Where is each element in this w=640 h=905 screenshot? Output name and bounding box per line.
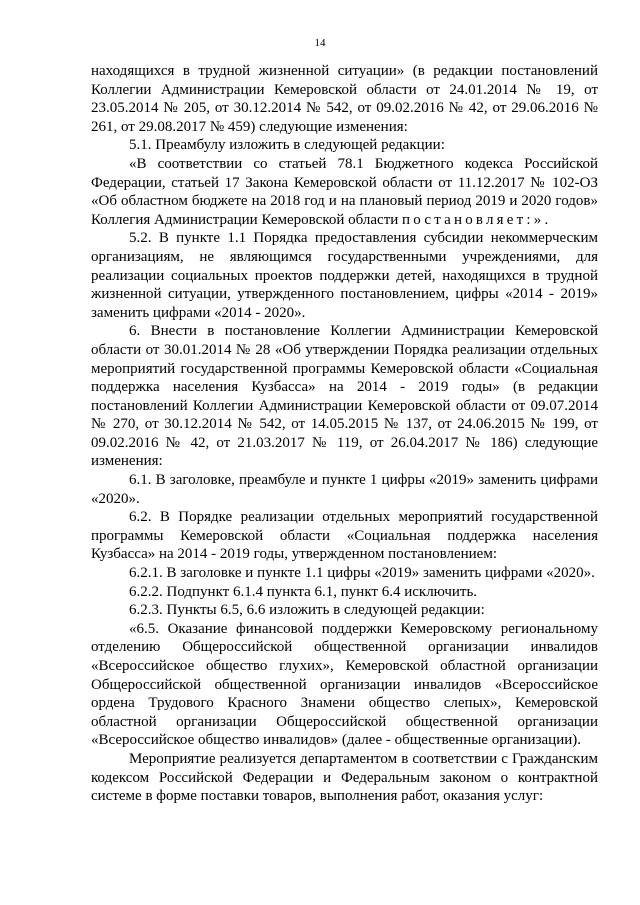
paragraph-6-2: 6.2. В Порядке реализации отдельных мероприятий государственной программы Кемеровской области «Социальная поддержка населения Кузбасса» на 2014 - 2019 годы, утвержденном постановлением:: [91, 509, 598, 563]
paragraph-6-2-1: 6.2.1. В заголовке и пункте 1.1 цифры «2019» заменить цифрами «2020».: [129, 565, 595, 582]
paragraph-5-1: 5.1. Преамбулу изложить в следующей редакции:: [129, 137, 445, 154]
preamble-resolves: постановляет:».: [402, 211, 552, 228]
paragraph-6-2-3: 6.2.3. Пункты 6.5, 6.6 изложить в следующей редакции:: [129, 602, 485, 619]
paragraph-6-1: 6.1. В заголовке, преамбуле и пункте 1 цифры «2019» заменить цифрами «2020».: [91, 472, 598, 507]
paragraph-6: 6. Внести в постановление Коллегии Администрации Кемеровской области от 30.01.2014 № 28 «Об утверждении Порядка реализации отдельных мероприятий государственной программы Кемеровской области «Социальная поддержка населения Кузбасса» на 2014 - 2019 годы» (в редакции постановлений Коллегии Администрации Кемеровской области от 09.07.2014 № 270, от 30.12.2014 № 542, от 14.05.2015 № 137, от 24.06.2015 № 199, от 09.02.2016 № 42, от 21.03.2017 № 119, от 26.04.2017 № 186) следующие изменения:: [91, 323, 598, 470]
paragraph-preamble-quote: [91, 155, 598, 229]
paragraph-6-2-2: 6.2.2. Подпункт 6.1.4 пункта 6.1, пункт 6.4 исключить.: [129, 583, 478, 600]
paragraph-activity: Мероприятие реализуется департаментом в соответствии с Гражданским кодексом Российской Федерации и Федеральным законом о контрактной системе в форме поставки товаров, выполнения работ, оказания услуг:: [91, 750, 598, 805]
paragraph-amendment-intro: находящихся в трудной жизненной ситуации» (в редакции постановлений Коллегии Администрации Кемеровской области от 24.01.2014 № 19, от 23.05.2014 № 205, от 30.12.2014 № 542, от 09.02.2016 № 42, от 29.06.2016 № 261, от 29.08.2017 № 459) следующие изменения:: [91, 63, 598, 135]
page-number: 14: [314, 37, 326, 49]
paragraph-5-2: 5.2. В пункте 1.1 Порядка предоставления субсидии некоммерческим организациям, не являющимся государственными учреждениями, для реализации социальных проектов поддержки детей, находящихся в трудной жизненной ситуации, утвержденного постановлением, цифры «2014 - 2019» заменить цифрами «2014 - 2020».: [91, 230, 598, 321]
document-body: [91, 62, 598, 806]
paragraph-6-5: «6.5. Оказание финансовой поддержки Кемеровскому региональному отделению Общероссийской общественной организации инвалидов «Всероссийское общество глухих», Кемеровской областной организации Общероссийской общественной организации инвалидов «Всероссийское ордена Трудового Красного Знамени общество слепых», Кемеровской областной организации Общероссийской общественной организации «Всероссийское общество инвалидов» (далее - общественные организации).: [91, 620, 598, 749]
preamble-text: «В соответствии со статьей 78.1 Бюджетного кодекса Российской Федерации, статьей 17 Закона Кемеровской области от 11.12.2017 № 102-ОЗ «Об областном бюджете на 2018 год и на плановый период 2019 и 2020 годов» Коллегия Администрации Кемеровской области: [91, 155, 598, 228]
